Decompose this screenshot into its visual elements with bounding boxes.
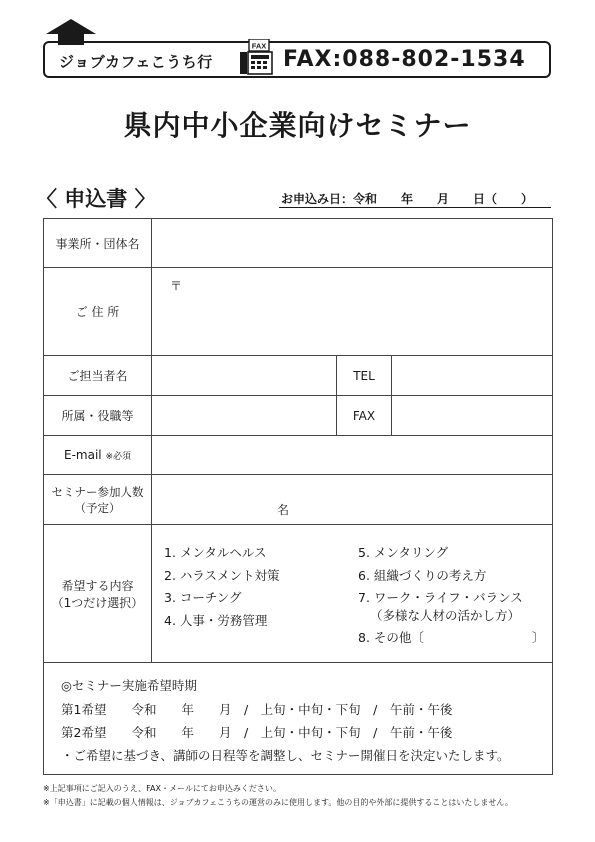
department-row: [44, 396, 553, 436]
date-underline: [279, 207, 551, 208]
course-option-4[interactable]: 4. 人事・労務管理: [164, 613, 268, 628]
email-required-mark: ※必須: [105, 452, 131, 462]
page-title: 県内中小企業向けセミナー: [123, 109, 472, 142]
application-date[interactable]: お申込み日：令和 年 月 日（ ）: [281, 192, 534, 206]
period-second-choice[interactable]: 第2希望 令和 年 月 / 上旬・中旬・下旬 / 午前・午後: [61, 725, 453, 740]
course-option-6[interactable]: 6. 組織づくりの考え方: [358, 568, 487, 583]
fax-input[interactable]: [392, 396, 553, 436]
form-heading: 〈 申込書 〉: [36, 187, 156, 211]
company-input[interactable]: [152, 219, 553, 268]
course-row: [44, 525, 553, 663]
department-input[interactable]: [152, 396, 337, 436]
course-label: 希望する内容: [61, 578, 134, 593]
email-label-cell: [44, 436, 152, 475]
course-label-cell: [44, 525, 152, 663]
address-input[interactable]: [152, 268, 553, 356]
fax-destination-box: [43, 41, 551, 78]
fax-label: FAX: [337, 396, 392, 436]
course-option-5[interactable]: 5. メンタリング: [358, 545, 449, 560]
period-note: ・ご希望に基づき、講師の日程等を調整し、セミナー開催日を決定いたします。: [61, 748, 510, 763]
department-label: 所属・役職等: [44, 396, 152, 436]
course-option-1[interactable]: 1. メンタルヘルス: [164, 545, 267, 560]
participants-input[interactable]: [152, 475, 553, 525]
course-options: [152, 525, 553, 663]
company-label: 事業所・団体名: [44, 219, 152, 268]
email-row: [44, 436, 553, 475]
email-label: E-mail: [64, 448, 102, 462]
participants-unit: 名: [277, 503, 290, 517]
postal-mark: 〒: [170, 279, 183, 293]
contact-person-label: ご担当者名: [44, 356, 152, 396]
fax-icon-label: FAX: [251, 41, 267, 51]
contact-person-input[interactable]: [152, 356, 337, 396]
address-row: [44, 268, 553, 356]
course-label-note: （1つだけ選択）: [51, 595, 144, 610]
course-option-7[interactable]: 7. ワーク・ライフ・バランス: [358, 590, 523, 605]
period-first-choice[interactable]: 第1希望 令和 年 月 / 上旬・中旬・下旬 / 午前・午後: [61, 702, 453, 717]
company-row: [44, 219, 553, 268]
address-label: ご 住 所: [44, 268, 152, 356]
participants-label-cell: [44, 475, 152, 525]
period-row: [44, 663, 553, 775]
course-option-8-bracket-close: 〕: [532, 630, 545, 645]
fax-machine-icon: [240, 39, 274, 77]
course-option-3[interactable]: 3. コーチング: [164, 590, 242, 605]
participants-label-note: （予定）: [74, 500, 121, 515]
tel-label: TEL: [337, 356, 392, 396]
footnote-1: ※上記事項にご記入のうえ、FAX・メールにてお申込みください。: [43, 784, 281, 793]
application-form-table: [43, 218, 553, 775]
period-heading: ◎セミナー実施希望時期: [61, 678, 197, 693]
contact-row: [44, 356, 553, 396]
course-option-7-note: （多様な人材の活かし方）: [370, 608, 521, 623]
participants-row: [44, 475, 553, 525]
tel-input[interactable]: [392, 356, 553, 396]
fax-number: FAX:088-802-1534: [283, 47, 526, 72]
footnote-2: ※「申込書」に記載の個人情報は、ジョブカフェこうちの運営のみに使用します。他の目的や外部に提供することはいたしません。: [43, 798, 513, 807]
participants-label: セミナー参加人数: [51, 484, 144, 499]
course-option-8[interactable]: 8. その他〔: [358, 630, 424, 645]
email-input[interactable]: [152, 436, 553, 475]
fax-destination: ジョブカフェこうち行: [59, 53, 213, 71]
period-section: [44, 663, 553, 775]
course-option-2[interactable]: 2. ハラスメント対策: [164, 568, 280, 583]
